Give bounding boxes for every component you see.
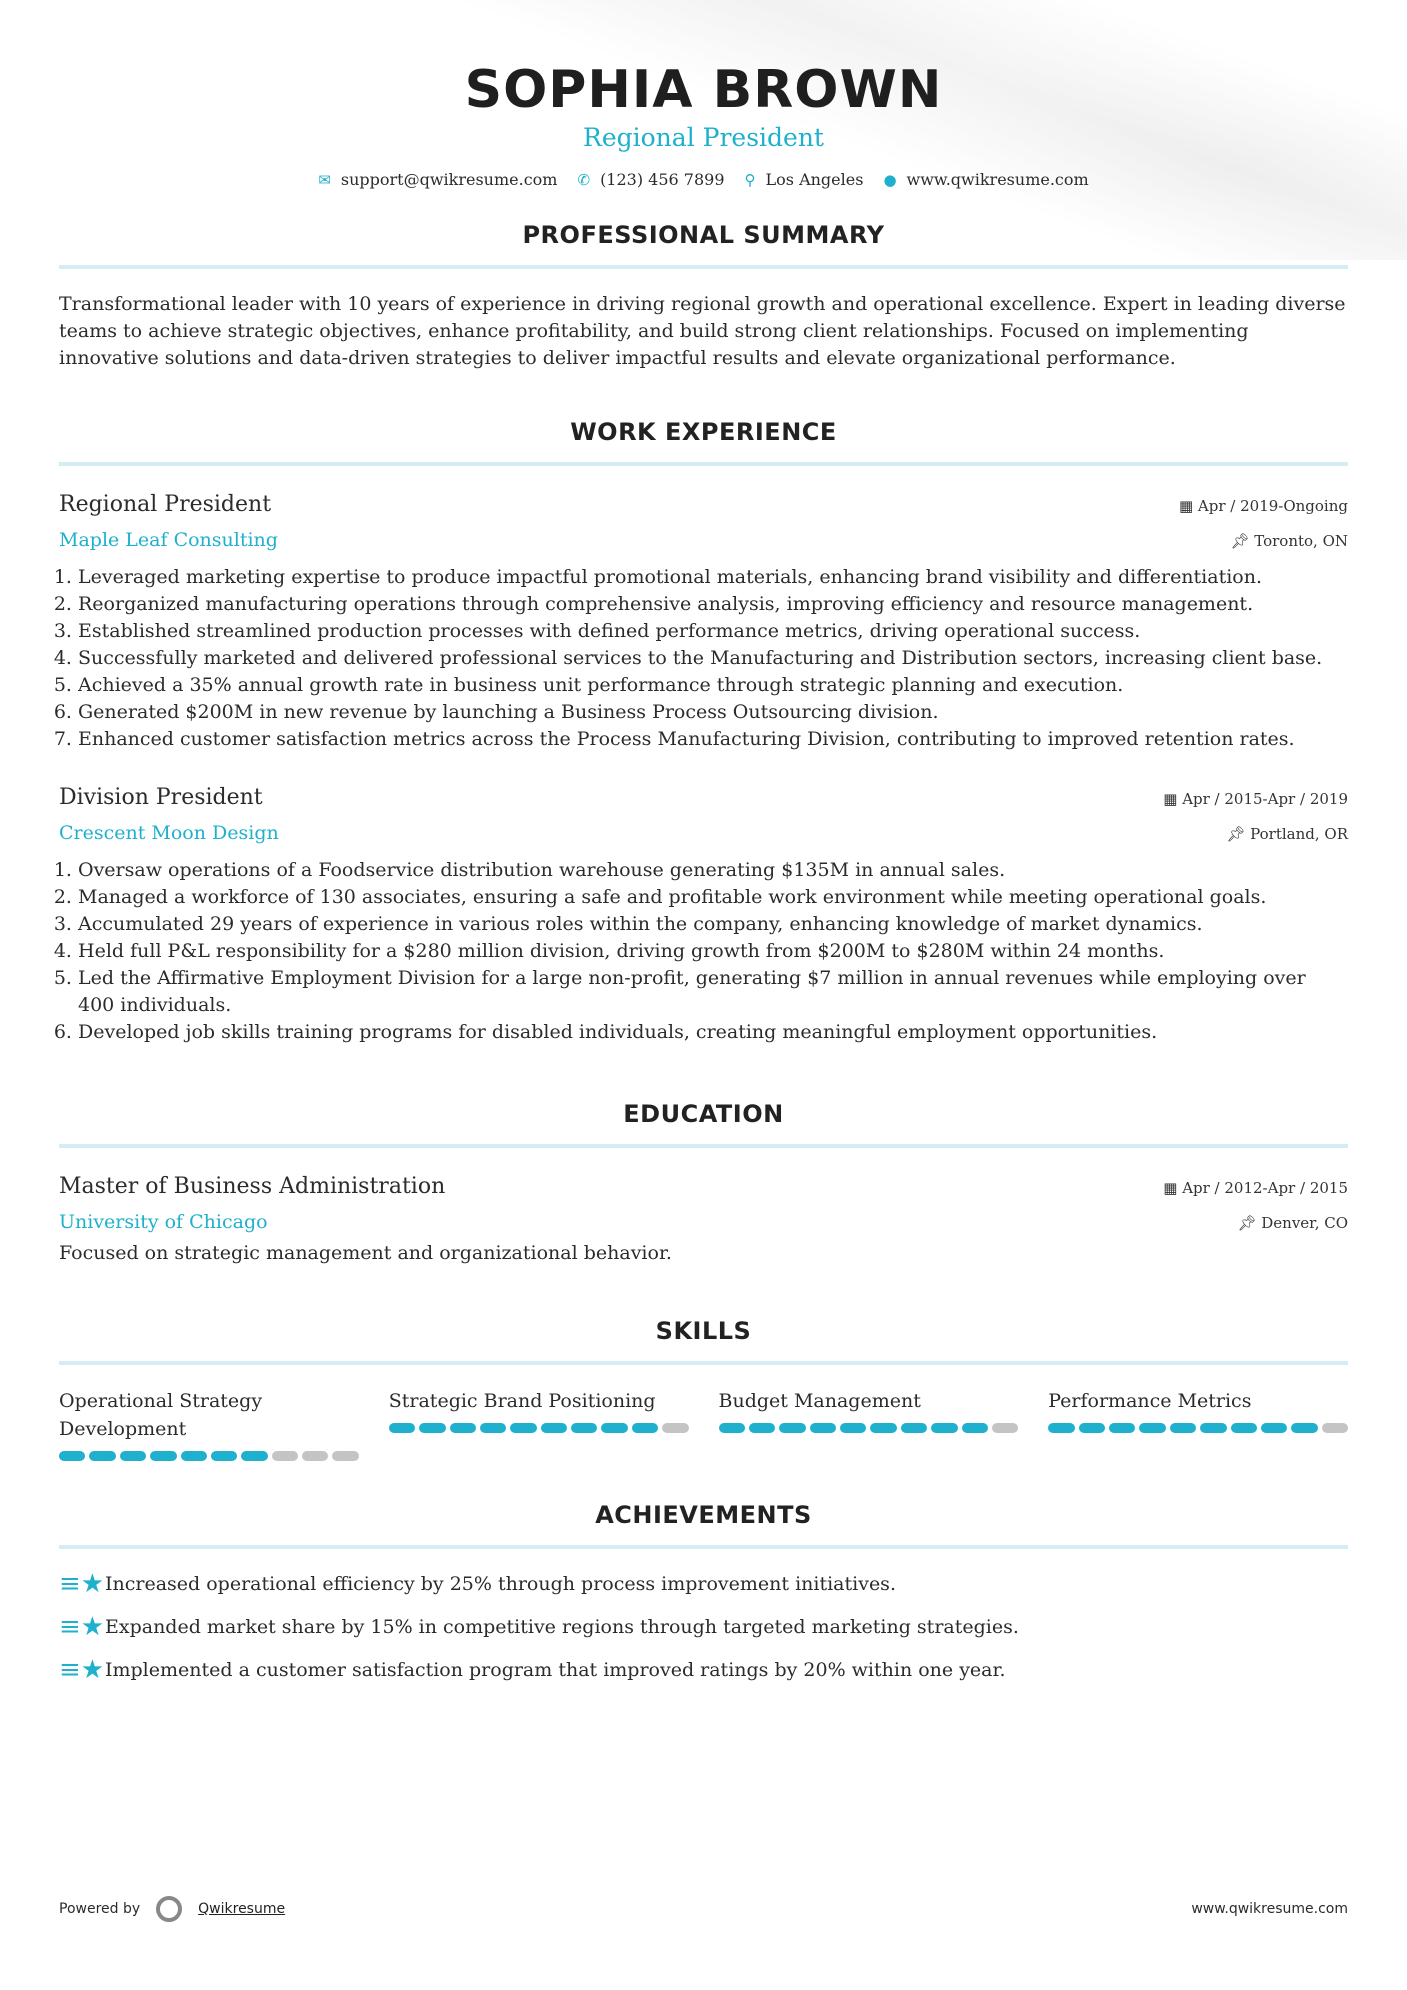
summary-text: Transformational leader with 10 years of experience in driving regional growth and operational excellence. Expert in leading diverse teams to achieve strategic objectives, enhance profitability, and build strong client relationships. Focused on implementing innovative solutions and data-driven strategies to deliver impactful results and elevate organizational performance. — [59, 293, 1346, 369]
skill-level-segment — [389, 1423, 415, 1433]
skill-level-segment — [749, 1423, 775, 1433]
achievement-item — [59, 1571, 1348, 1598]
job-bullet: 1. Oversaw operations of a Foodservice distribution warehouse generating $135M in annual sales. — [78, 857, 1348, 884]
job-bullet: 3. Established streamlined production processes with defined performance metrics, driving operational success. — [78, 618, 1348, 645]
skill-level-segment — [332, 1451, 358, 1461]
pin-icon: 📌︎ — [1237, 1214, 1262, 1232]
skill-item — [59, 1387, 359, 1461]
job-bullet: 4. Successfully marketed and delivered professional services to the Manufacturing and Distribution sectors, increasing client base. — [78, 645, 1348, 672]
skill-name: Budget Management — [718, 1390, 921, 1412]
skill-level-segment — [480, 1423, 506, 1433]
skill-level-segment — [450, 1423, 476, 1433]
degree: Master of Business Administration — [59, 1174, 446, 1199]
skill-level-segment — [931, 1423, 957, 1433]
star-icon: ≡★ — [59, 1655, 105, 1685]
skill-level-segment — [840, 1423, 866, 1433]
job-bullet: 6. Generated $200M in new revenue by launching a Business Process Outsourcing division. — [78, 699, 1348, 726]
achievement-item — [59, 1657, 1348, 1684]
website-text: www.qwikresume.com — [906, 170, 1089, 189]
skill-level-segment — [181, 1451, 207, 1461]
job-dates: Apr / 2019-Ongoing — [1197, 497, 1348, 515]
pin-icon: 📌︎ — [1226, 825, 1251, 843]
phone-text: (123) 456 7899 — [600, 170, 725, 189]
skill-level-bar — [1048, 1423, 1348, 1433]
section-heading-education: EDUCATION — [59, 1100, 1348, 1148]
skill-level-segment — [632, 1423, 658, 1433]
skill-name: Strategic Brand Positioning — [388, 1390, 656, 1412]
job-bullets — [59, 857, 1348, 1046]
skill-level-segment — [810, 1423, 836, 1433]
skill-level-segment — [302, 1451, 328, 1461]
job-bullet: 3. Accumulated 29 years of experience in various roles within the company, enhancing knowledge of market dynamics. — [78, 911, 1348, 938]
skill-level-segment — [870, 1423, 896, 1433]
skill-item — [389, 1387, 689, 1461]
skill-level-segment — [1200, 1423, 1226, 1433]
skill-level-segment — [541, 1423, 567, 1433]
skill-level-segment — [992, 1423, 1018, 1433]
skill-level-segment — [510, 1423, 536, 1433]
skill-level-segment — [1322, 1423, 1348, 1433]
skill-name: Operational Strategy Development — [59, 1390, 263, 1440]
skill-level-segment — [419, 1423, 445, 1433]
skill-level-segment — [241, 1451, 267, 1461]
skill-item — [719, 1387, 1019, 1461]
brand-link[interactable]: Qwikresume — [198, 1901, 286, 1917]
skill-name: Performance Metrics — [1048, 1390, 1252, 1412]
job-bullet: 5. Led the Affirmative Employment Division for a large non-profit, generating $7 million in annual revenues while employing over 400 individuals. — [78, 965, 1348, 1019]
job-title: Regional President — [59, 492, 272, 517]
contact-website[interactable] — [883, 170, 1088, 189]
skill-level-segment — [1139, 1423, 1165, 1433]
skill-level-bar — [719, 1423, 1019, 1433]
education-location: Denver, CO — [1261, 1214, 1348, 1232]
job-location: Toronto, ON — [1254, 532, 1348, 550]
skill-level-segment — [150, 1451, 176, 1461]
skill-level-segment — [1261, 1423, 1287, 1433]
job-bullet: 2. Reorganized manufacturing operations through comprehensive analysis, improving efficiency and resource management. — [78, 591, 1348, 618]
job-dates: Apr / 2015-Apr / 2019 — [1182, 790, 1348, 808]
skill-level-segment — [779, 1423, 805, 1433]
section-heading-achievements: ACHIEVEMENTS — [59, 1501, 1348, 1549]
map-pin-icon: ⚲ — [744, 171, 756, 189]
skill-level-segment — [901, 1423, 927, 1433]
skill-level-segment — [272, 1451, 298, 1461]
skill-level-segment — [59, 1451, 85, 1461]
skill-level-segment — [1109, 1423, 1135, 1433]
skill-level-segment — [211, 1451, 237, 1461]
achievement-text: Increased operational efficiency by 25% through process improvement initiatives. — [105, 1573, 896, 1595]
globe-icon: ● — [883, 171, 897, 189]
qwikresume-logo-icon — [156, 1896, 182, 1922]
education-entry — [59, 1170, 1348, 1267]
star-icon: ≡★ — [59, 1612, 105, 1642]
calendar-icon: ▦ — [1163, 1179, 1183, 1197]
skill-level-segment — [1079, 1423, 1105, 1433]
envelope-icon: ✉ — [318, 171, 331, 189]
job-location: Portland, OR — [1250, 825, 1348, 843]
star-icon: ≡★ — [59, 1569, 105, 1599]
job-entry — [59, 781, 1348, 1046]
job-bullet: 6. Developed job skills training programs for disabled individuals, creating meaningful employment opportunities. — [78, 1019, 1348, 1046]
phone-icon: ✆ — [577, 171, 591, 189]
job-bullet: 2. Managed a workforce of 130 associates, ensuring a safe and profitable work environment while meeting operational goals. — [78, 884, 1348, 911]
calendar-icon: ▦ — [1178, 497, 1198, 515]
skill-level-segment — [662, 1423, 688, 1433]
contact-location — [745, 170, 864, 189]
powered-by-text: Powered by — [59, 1901, 141, 1917]
candidate-name: SOPHIA BROWN — [464, 60, 943, 120]
section-heading-experience: WORK EXPERIENCE — [59, 418, 1348, 466]
skill-level-segment — [120, 1451, 146, 1461]
contact-email[interactable] — [318, 170, 557, 189]
job-bullets — [59, 564, 1348, 753]
job-title: Division President — [59, 785, 263, 810]
skill-level-segment — [1291, 1423, 1317, 1433]
footer-website[interactable]: www.qwikresume.com — [1191, 1901, 1348, 1917]
skill-level-segment — [1231, 1423, 1257, 1433]
candidate-title: Regional President — [583, 123, 824, 152]
skill-level-segment — [962, 1423, 988, 1433]
skill-item — [1048, 1387, 1348, 1461]
skill-level-segment — [571, 1423, 597, 1433]
contact-bar — [59, 170, 1348, 189]
skill-level-segment — [89, 1451, 115, 1461]
calendar-icon: ▦ — [1163, 790, 1183, 808]
job-entry — [59, 488, 1348, 753]
company-name: Crescent Moon Design — [59, 822, 279, 844]
job-bullet: 5. Achieved a 35% annual growth rate in business unit performance through strategic planning and execution. — [78, 672, 1348, 699]
footer — [59, 1896, 1348, 1922]
pin-icon: 📌︎ — [1230, 532, 1255, 550]
education-description: Focused on strategic management and organizational behavior. — [59, 1242, 672, 1264]
skill-level-bar — [389, 1423, 689, 1433]
skill-level-segment — [1048, 1423, 1074, 1433]
skill-level-segment — [1170, 1423, 1196, 1433]
job-bullet: 1. Leveraged marketing expertise to produce impactful promotional materials, enhancing brand visibility and differentiation. — [78, 564, 1348, 591]
company-name: Maple Leaf Consulting — [59, 529, 278, 551]
skill-level-segment — [601, 1423, 627, 1433]
school: University of Chicago — [59, 1211, 268, 1233]
achievement-item — [59, 1614, 1348, 1641]
section-heading-skills: SKILLS — [59, 1317, 1348, 1365]
job-bullet: 7. Enhanced customer satisfaction metrics across the Process Manufacturing Division, contributing to improved retention rates. — [78, 726, 1348, 753]
job-bullet: 4. Held full P&L responsibility for a $280 million division, driving growth from $200M to $280M within 24 months. — [78, 938, 1348, 965]
education-dates: Apr / 2012-Apr / 2015 — [1182, 1179, 1348, 1197]
location-text: Los Angeles — [765, 170, 864, 189]
email-text: support@qwikresume.com — [340, 170, 558, 189]
skill-level-bar — [59, 1451, 359, 1461]
achievement-text: Implemented a customer satisfaction program that improved ratings by 20% within one year. — [105, 1659, 1006, 1681]
skill-level-segment — [719, 1423, 745, 1433]
achievement-text: Expanded market share by 15% in competitive regions through targeted marketing strategies. — [105, 1616, 1019, 1638]
contact-phone — [577, 170, 724, 189]
section-heading-summary: PROFESSIONAL SUMMARY — [59, 221, 1348, 269]
